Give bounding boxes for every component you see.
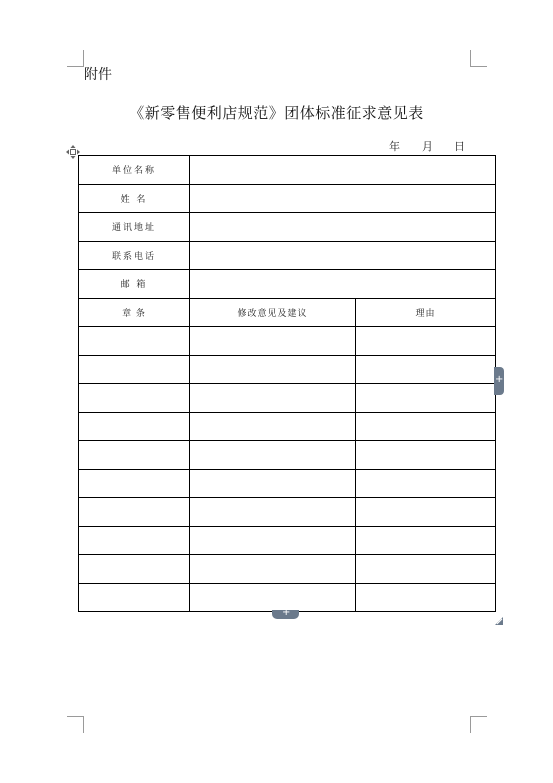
suggestion-cell[interactable] <box>190 441 356 470</box>
info-label-email: 邮 箱 <box>79 270 190 299</box>
opinion-form-table <box>78 155 496 612</box>
info-field-address[interactable] <box>190 213 496 242</box>
reason-cell[interactable] <box>356 384 496 413</box>
reason-cell[interactable] <box>356 583 496 612</box>
date-month-label: 月 <box>422 140 433 153</box>
info-field-email[interactable] <box>190 270 496 299</box>
info-field-unit-name[interactable] <box>190 156 496 185</box>
reason-cell[interactable] <box>356 498 496 527</box>
info-label-address: 通讯地址 <box>79 213 190 242</box>
corner-mark-bottom-left <box>67 716 84 733</box>
clause-cell[interactable] <box>79 355 190 384</box>
clause-cell[interactable] <box>79 498 190 527</box>
comment-row <box>79 555 496 584</box>
column-header-reason: 理由 <box>356 298 496 327</box>
column-header-clause: 章 条 <box>79 298 190 327</box>
info-row <box>79 184 496 213</box>
date-year-label: 年 <box>389 140 400 153</box>
reason-cell[interactable] <box>356 441 496 470</box>
clause-cell[interactable] <box>79 583 190 612</box>
suggestion-cell[interactable] <box>190 327 356 356</box>
corner-mark-top-left <box>67 50 84 67</box>
info-row <box>79 213 496 242</box>
clause-cell[interactable] <box>79 526 190 555</box>
clause-cell[interactable] <box>79 555 190 584</box>
suggestion-cell[interactable] <box>190 412 356 441</box>
suggestion-cell[interactable] <box>190 555 356 584</box>
reason-cell[interactable] <box>356 355 496 384</box>
suggestion-cell[interactable] <box>190 384 356 413</box>
attachment-label: 附件 <box>84 67 112 83</box>
table-resize-handle-icon[interactable] <box>495 610 503 618</box>
clause-cell[interactable] <box>79 469 190 498</box>
reason-cell[interactable] <box>356 526 496 555</box>
suggestion-cell[interactable] <box>190 469 356 498</box>
info-label-unit-name: 单位名称 <box>79 156 190 185</box>
add-column-button[interactable] <box>494 367 504 395</box>
comment-row <box>79 441 496 470</box>
info-field-phone[interactable] <box>190 241 496 270</box>
clause-cell[interactable] <box>79 441 190 470</box>
info-field-name[interactable] <box>190 184 496 213</box>
document-title: 《新零售便利店规范》团体标准征求意见表 <box>129 104 424 122</box>
suggestion-cell[interactable] <box>190 526 356 555</box>
corner-mark-top-right <box>470 50 487 67</box>
clause-cell[interactable] <box>79 327 190 356</box>
info-row <box>79 156 496 185</box>
reason-cell[interactable] <box>356 412 496 441</box>
comment-row <box>79 355 496 384</box>
comment-row <box>79 498 496 527</box>
suggestion-cell[interactable] <box>190 355 356 384</box>
info-row <box>79 241 496 270</box>
info-label-phone: 联系电话 <box>79 241 190 270</box>
clause-cell[interactable] <box>79 384 190 413</box>
plus-icon: + <box>282 607 291 618</box>
date-day-label: 日 <box>454 140 465 153</box>
comment-row <box>79 469 496 498</box>
info-label-name: 姓 名 <box>79 184 190 213</box>
reason-cell[interactable] <box>356 555 496 584</box>
suggestion-cell[interactable] <box>190 498 356 527</box>
column-header-row <box>79 298 496 327</box>
comment-row <box>79 327 496 356</box>
comment-row <box>79 412 496 441</box>
corner-mark-bottom-right <box>470 716 487 733</box>
comment-row <box>79 384 496 413</box>
plus-icon: + <box>495 374 504 385</box>
suggestion-cell[interactable] <box>190 583 356 612</box>
reason-cell[interactable] <box>356 327 496 356</box>
comment-row <box>79 526 496 555</box>
info-row <box>79 270 496 299</box>
column-header-suggestion: 修改意见及建议 <box>190 298 356 327</box>
add-row-button[interactable] <box>272 607 299 619</box>
clause-cell[interactable] <box>79 412 190 441</box>
reason-cell[interactable] <box>356 469 496 498</box>
